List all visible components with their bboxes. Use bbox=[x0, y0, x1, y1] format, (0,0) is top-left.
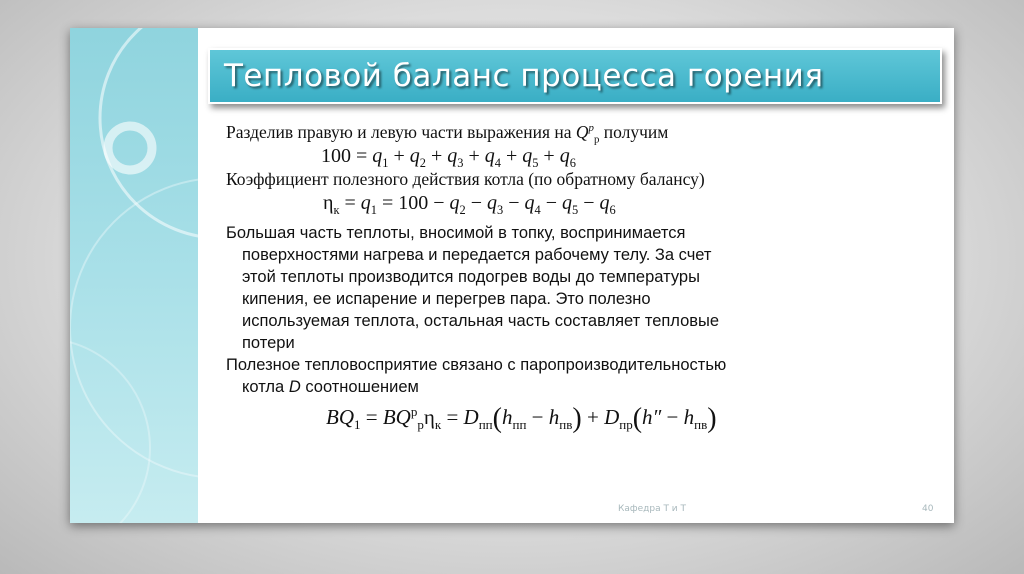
para2-line: Полезное тепловосприятие связано с паропроизводительностью bbox=[226, 356, 727, 374]
para1-line: используемая теплота, остальная часть составляет тепловые bbox=[242, 312, 720, 330]
slide bbox=[70, 28, 954, 523]
title-bar bbox=[208, 48, 942, 104]
para2-line: котла D соотношением bbox=[242, 378, 419, 396]
slide-title: Тепловой баланс процесса горения bbox=[224, 58, 824, 94]
equation-lhs: 100 = bbox=[321, 145, 368, 167]
slide-content bbox=[226, 122, 938, 432]
page-number: 40 bbox=[922, 504, 934, 514]
intro-after: получим bbox=[603, 122, 669, 142]
decorative-side-band bbox=[70, 28, 198, 523]
equation-balance: $100 = q_1 + q_2 + q_3 + q_4 + q_5 + q_6$ bbox=[321, 145, 576, 170]
paragraph-heat bbox=[226, 222, 938, 354]
footer-department: Кафедра Т и Т bbox=[618, 504, 687, 514]
para1-line: Большая часть теплоты, вносимой в топку, воспринимается bbox=[226, 224, 686, 242]
para1-line: кипения, ее испарение и перегрев пара. Это полезно bbox=[242, 290, 651, 308]
decorative-circles bbox=[70, 28, 198, 523]
symbol-d: D bbox=[288, 378, 301, 396]
equation-efficiency: $\eta_к = q_1 = 100 - q_2 - q_3 - q_4 - q_5 - q_6$ bbox=[323, 192, 616, 217]
intro-text: Разделив правую и левую части выражения на bbox=[226, 122, 572, 142]
efficiency-line: Коэффициент полезного действия котла (по обратному балансу) bbox=[226, 169, 705, 189]
intro-line: Разделив правую и левую части выражения на $Q^p_р$ получим bbox=[226, 122, 669, 146]
equation-useful-heat: $BQ_1 = BQ^р_р\eta_к = D_{пп}(h_{пп} - h_{пв}) + D_{пр}(h'' - h_{пв})$ bbox=[326, 403, 717, 434]
para1-line: этой теплоты производится подогрев воды до температуры bbox=[242, 268, 700, 286]
para1-line: поверхностями нагрева и передается рабочему телу. За счет bbox=[242, 246, 712, 264]
paragraph-useful-heat bbox=[226, 354, 938, 398]
para1-line: потери bbox=[242, 334, 295, 352]
